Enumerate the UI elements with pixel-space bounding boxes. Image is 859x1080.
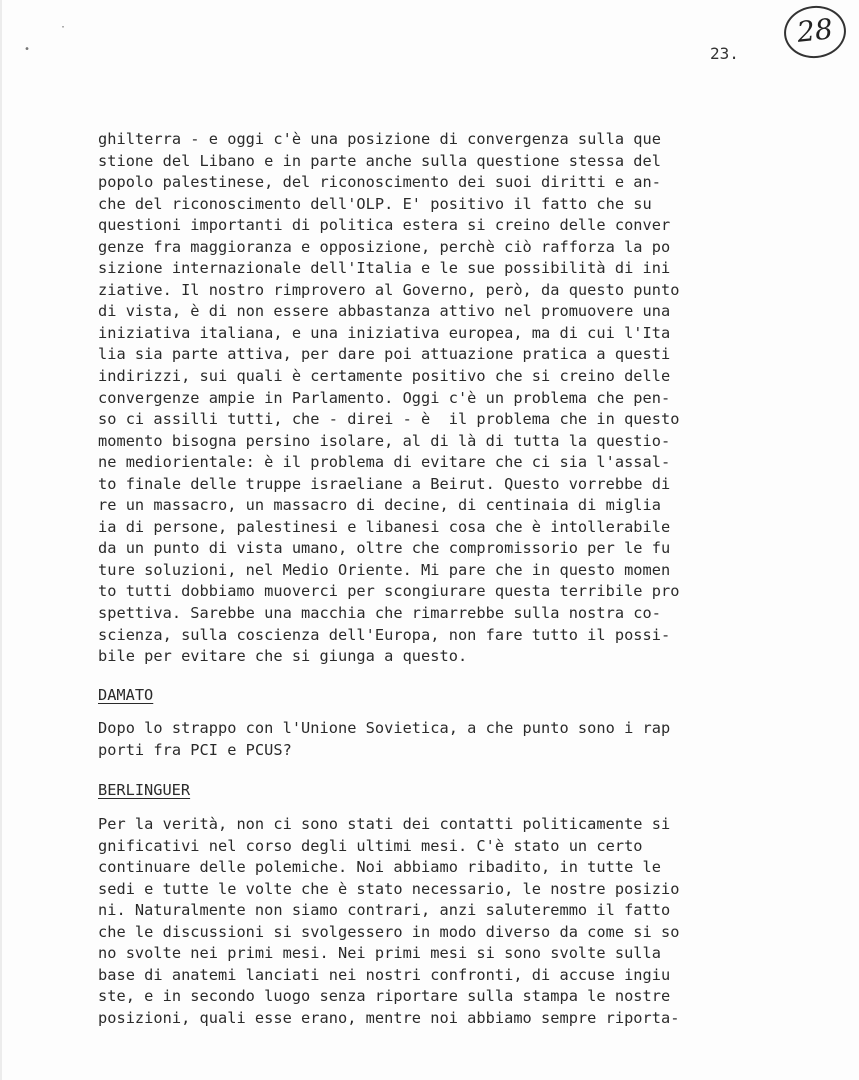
scan-speck: • bbox=[24, 44, 31, 55]
text-line: to finale delle truppe israeliane a Beirut. Questo vorrebbe di bbox=[98, 474, 671, 493]
text-line: questioni importanti di politica estera si creino delle conver bbox=[98, 216, 671, 235]
text-line: so ci assilli tutti, che - direi - è il problema che in questo bbox=[98, 410, 680, 429]
scan-speck: · bbox=[60, 22, 67, 33]
text-line: no svolte nei primi mesi. Nei primi mesi si sono svolte sulla bbox=[98, 944, 661, 963]
text-line: ture soluzioni, nel Medio Oriente. Mi pare che in questo momen bbox=[98, 560, 671, 579]
answer-paragraph bbox=[98, 129, 778, 668]
text-line: ni. Naturalmente non siamo contrari, anzi saluteremmo il fatto bbox=[98, 901, 671, 920]
text-line: che del riconoscimento dell'OLP. E' positivo il fatto che su bbox=[98, 194, 652, 213]
text-line: convergenze ampie in Parlamento. Oggi c'è un problema che pen- bbox=[98, 388, 671, 407]
text-line: ste, e in secondo luogo senza riportare sulla stampa le nostre bbox=[98, 987, 671, 1006]
text-line: Per la verità, non ci sono stati dei contatti politicamente si bbox=[98, 815, 671, 833]
text-line: to tutti dobbiamo muoverci per scongiurare questa terribile pro bbox=[98, 582, 680, 601]
text-line: base di anatemi lanciati nei nostri confronti, di accuse ingiu bbox=[98, 965, 671, 984]
text-line: genze fra maggioranza e opposizione, perchè ciò rafforza la po bbox=[98, 237, 671, 256]
text-line: momento bisogna persino isolare, al di là di tutta la questio- bbox=[98, 431, 671, 450]
text-line: popolo palestinese, del riconoscimento dei suoi diritti e an- bbox=[98, 173, 661, 192]
text-line: di vista, è di non essere abbastanza attivo nel promuovere una bbox=[98, 302, 671, 321]
speaker-label-berlinguer: BERLINGUER bbox=[98, 781, 191, 799]
text-line: continuare delle polemiche. Noi abbiamo ribadito, in tutte le bbox=[98, 858, 661, 877]
text-line: ia di persone, palestinesi e libanesi cosa che è intollerabile bbox=[98, 517, 671, 536]
text-line: iniziativa italiana, e una iniziativa europea, ma di cui l'Ita bbox=[98, 323, 671, 342]
text-line: spettiva. Sarebbe una macchia che rimarrebbe sulla nostra co- bbox=[98, 604, 661, 623]
text-line: indirizzi, sui quali è certamente positivo che si creino delle bbox=[98, 367, 671, 386]
archive-page-stamp: 28 bbox=[781, 3, 848, 61]
text-line: posizioni, quali esse erano, mentre noi abbiamo sempre riporta- bbox=[98, 1008, 680, 1027]
text-line: bile per evitare che si giunga a questo. bbox=[98, 647, 468, 666]
text-line: gnificativi nel corso degli ultimi mesi. C'è stato un certo bbox=[98, 836, 643, 855]
text-line: re un massacro, un massacro di decine, di centinaia di miglia bbox=[98, 496, 661, 515]
text-line: ziative. Il nostro rimprovero al Governo, però, da questo punto bbox=[98, 280, 680, 299]
speaker-label-damato: DAMATO bbox=[98, 686, 154, 704]
text-line: porti fra PCI e PCUS? bbox=[98, 740, 292, 759]
answer-paragraph bbox=[98, 814, 778, 1029]
text-line: lia sia parte attiva, per dare poi attuazione pratica a questi bbox=[98, 345, 671, 364]
text-line: stione del Libano e in parte anche sulla questione stessa del bbox=[98, 151, 661, 170]
text-line: ne mediorientale: è il problema di evitare che ci sia l'assal- bbox=[98, 453, 671, 472]
text-line: Dopo lo strappo con l'Unione Sovietica, a che punto sono i rap bbox=[98, 719, 671, 737]
text-line: sedi e tutte le volte che è stato necessario, le nostre posizio bbox=[98, 879, 680, 898]
text-line: scienza, sulla coscienza dell'Europa, non fare tutto il possi- bbox=[98, 625, 671, 644]
text-line: sizione internazionale dell'Italia e le sue possibilità di ini bbox=[98, 259, 671, 278]
text-line: ghilterra - e oggi c'è una posizione di convergenza sulla que bbox=[98, 130, 661, 148]
text-line: da un punto di vista umano, oltre che compromissorio per le fu bbox=[98, 539, 671, 558]
page-number: 23. bbox=[710, 44, 739, 63]
question-paragraph bbox=[98, 718, 778, 761]
text-line: che le discussioni si svolgessero in modo diverso da come si so bbox=[98, 922, 680, 941]
